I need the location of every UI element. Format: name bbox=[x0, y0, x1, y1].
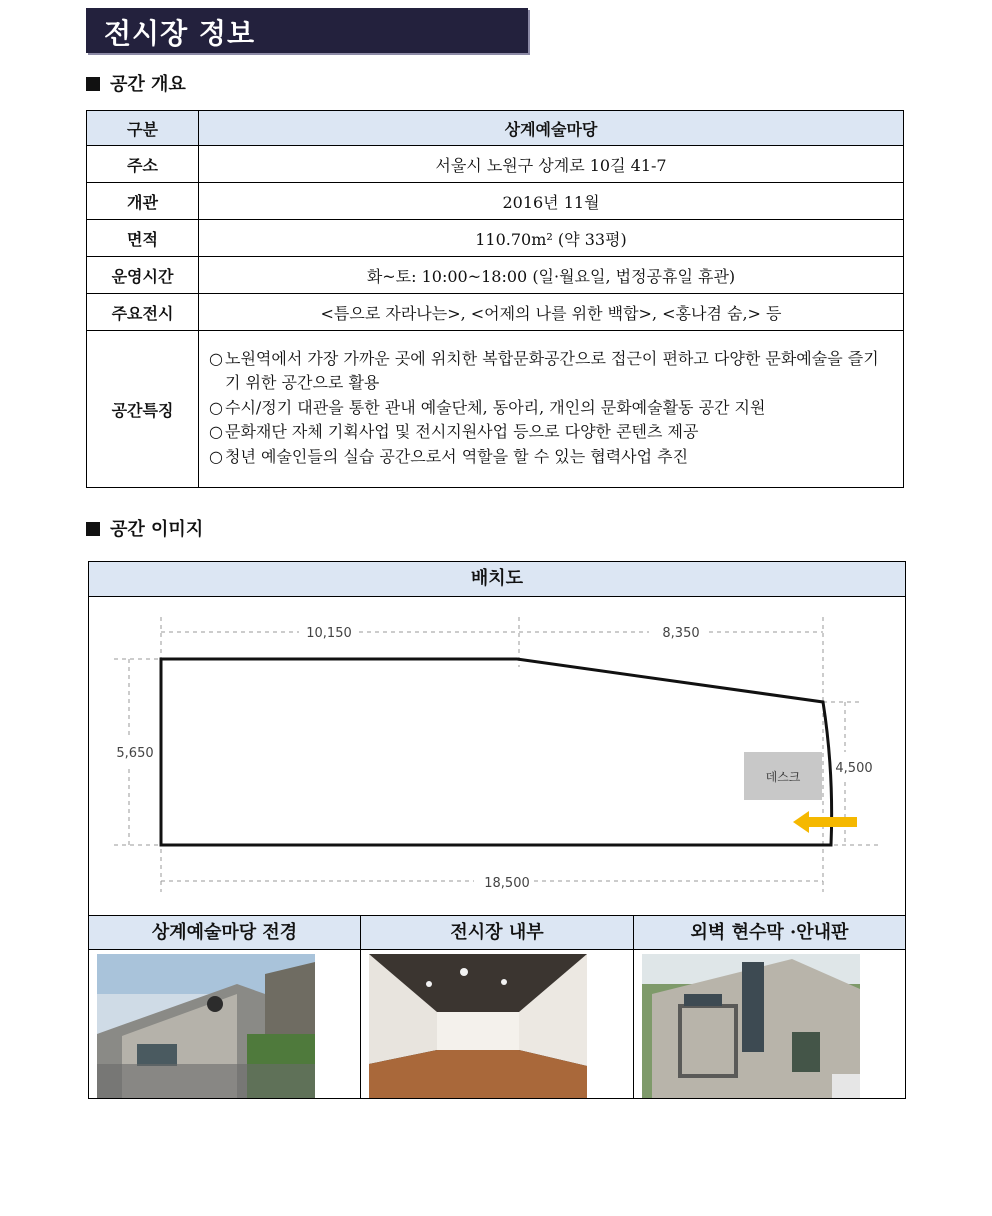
image-section-box bbox=[88, 561, 906, 1099]
dim-top-left: 10,150 bbox=[306, 626, 352, 641]
dim-bottom: 18,500 bbox=[484, 876, 530, 891]
table-header-row bbox=[87, 111, 904, 146]
row-label: 운영시간 bbox=[87, 257, 199, 294]
feature-text: 수시/정기 대관을 통한 관내 예술단체, 동아리, 개인의 문화예술활동 공간 지원 bbox=[225, 397, 766, 417]
dim-top-right: 8,350 bbox=[662, 626, 700, 641]
entrance-arrow-icon bbox=[793, 811, 809, 833]
exterior-photo bbox=[97, 954, 315, 1098]
feature-text: 문화재단 자체 기획사업 및 전시지원사업 등으로 다양한 콘텐츠 제공 bbox=[225, 422, 699, 442]
photo-caption: 상계예술마당 전경 bbox=[89, 916, 360, 950]
dim-left: 5,650 bbox=[116, 746, 154, 761]
row-value: 서울시 노원구 상계로 10길 41-7 bbox=[199, 146, 904, 183]
photo-cell-signboard bbox=[634, 916, 905, 1099]
circle-bullet-icon: ○ bbox=[209, 446, 223, 466]
floorplan-header: 배치도 bbox=[89, 562, 905, 597]
interior-photo bbox=[369, 954, 587, 1098]
features-list bbox=[199, 331, 904, 488]
row-label: 개관 bbox=[87, 183, 199, 220]
header-value: 상계예술마당 bbox=[199, 111, 904, 146]
page-title: 전시장 정보 bbox=[104, 17, 255, 50]
photo-cell-exterior bbox=[89, 916, 361, 1099]
section-images-title: 공간 이미지 bbox=[110, 519, 204, 540]
dim-right: 4,500 bbox=[835, 761, 873, 776]
row-label: 면적 bbox=[87, 220, 199, 257]
entrance-arrow-shaft bbox=[807, 817, 857, 827]
features-row bbox=[87, 331, 904, 488]
row-value: <틈으로 자라나는>, <어제의 나를 위한 백합>, <홍나겸 숨,> 등 bbox=[199, 294, 904, 331]
desk-label: 데스크 bbox=[765, 770, 801, 784]
row-value: 2016년 11월 bbox=[199, 183, 904, 220]
table-row bbox=[87, 257, 904, 294]
page-title-banner bbox=[86, 8, 528, 53]
photo-cell-interior bbox=[361, 916, 634, 1099]
row-value: 110.70m² (약 33평) bbox=[199, 220, 904, 257]
circle-bullet-icon: ○ bbox=[209, 348, 223, 368]
row-value: 화~토: 10:00~18:00 (일·월요일, 법정공휴일 휴관) bbox=[199, 257, 904, 294]
table-row bbox=[87, 294, 904, 331]
circle-bullet-icon: ○ bbox=[209, 422, 223, 442]
table-row bbox=[87, 146, 904, 183]
floorplan-outline bbox=[161, 659, 832, 845]
section-overview-heading bbox=[86, 70, 186, 96]
feature-item bbox=[209, 420, 893, 445]
feature-item bbox=[209, 347, 893, 396]
square-bullet-icon bbox=[86, 77, 100, 91]
features-label: 공간특징 bbox=[87, 331, 199, 488]
circle-bullet-icon: ○ bbox=[209, 397, 223, 417]
row-label: 주소 bbox=[87, 146, 199, 183]
row-label: 주요전시 bbox=[87, 294, 199, 331]
feature-item bbox=[209, 445, 893, 470]
feature-text: 노원역에서 가장 가까운 곳에 위치한 복합문화공간으로 접근이 편하고 다양한 문화예술을 즐기기 위한 공간으로 활용 bbox=[225, 348, 879, 393]
signboard-photo bbox=[642, 954, 860, 1098]
floorplan-diagram bbox=[89, 597, 905, 915]
table-row bbox=[87, 220, 904, 257]
header-label: 구분 bbox=[87, 111, 199, 146]
photo-row bbox=[89, 915, 905, 1099]
section-images-heading bbox=[86, 515, 203, 541]
overview-table bbox=[86, 110, 904, 488]
photo-caption: 전시장 내부 bbox=[361, 916, 633, 950]
square-bullet-icon bbox=[86, 522, 100, 536]
table-row bbox=[87, 183, 904, 220]
feature-item bbox=[209, 396, 893, 421]
photo-caption: 외벽 현수막 ·안내판 bbox=[634, 916, 905, 950]
section-overview-title: 공간 개요 bbox=[110, 74, 186, 95]
feature-text: 청년 예술인들의 실습 공간으로서 역할을 할 수 있는 협력사업 추진 bbox=[225, 446, 689, 466]
